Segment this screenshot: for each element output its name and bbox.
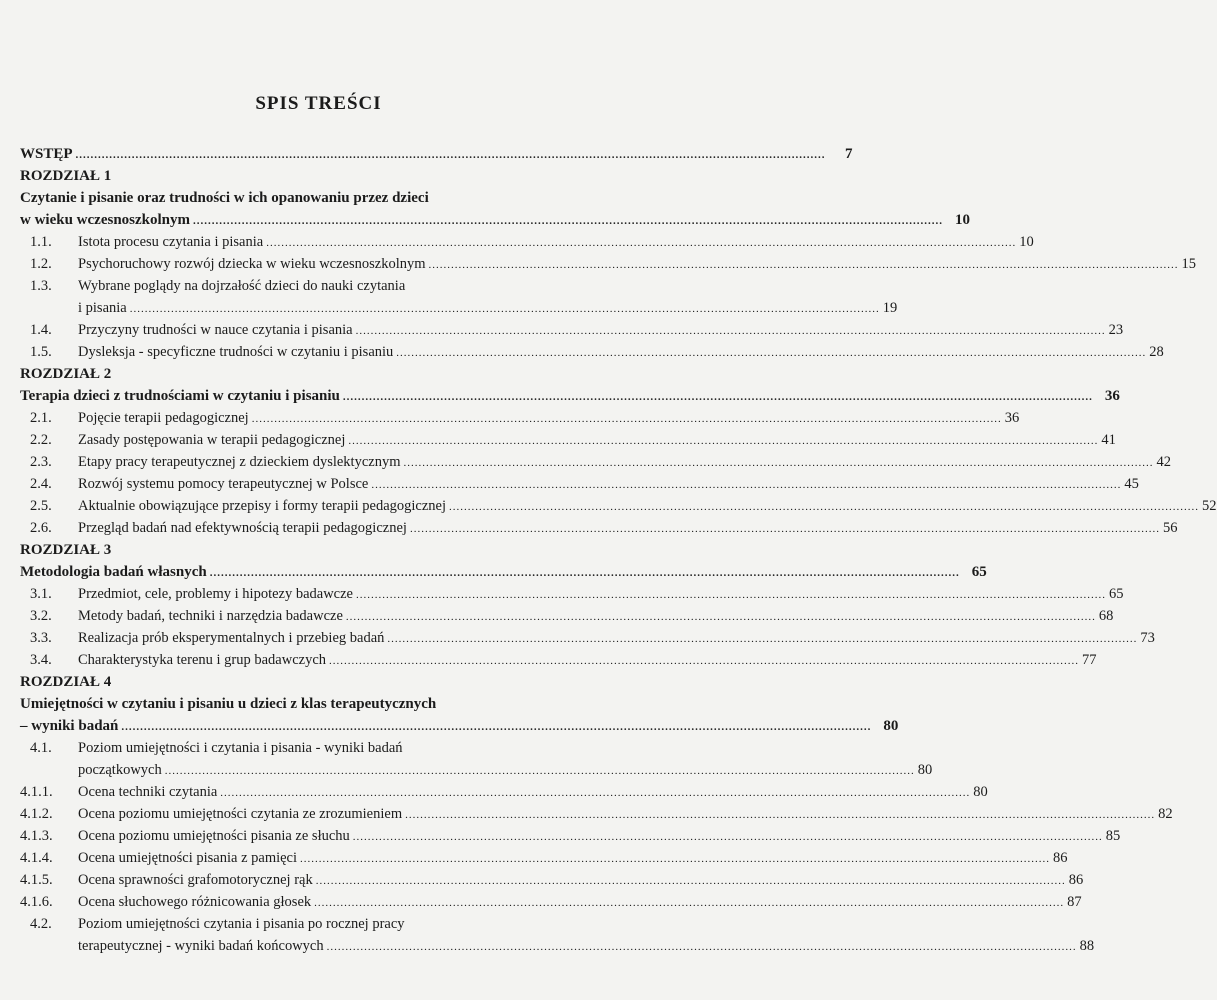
section-title: Ocena sprawności grafomotorycznej rąk [78,872,313,888]
leader-dots [220,782,970,804]
toc-entry [20,825,1121,847]
toc-entry [20,473,1139,495]
section-number: 2.5. [30,498,52,514]
page-number: 86 [1068,872,1084,888]
page-number: 87 [1067,894,1082,910]
leader-dots [252,408,1002,430]
section-title: Ocena poziomu umiejętności czytania ze zrozumieniem [78,806,403,822]
toc-entry [20,297,898,319]
page-number: 56 [1162,520,1178,536]
chapter-title-text: Umiejętności w czytaniu i pisaniu u dzieci z klas terapeutycznych [20,696,437,712]
toc-entry [20,891,1082,913]
chapter-title [20,209,971,231]
toc-entry [20,781,988,803]
section-number: 3.3. [30,630,52,646]
chapter-title-text: Metodologia badań własnych [20,564,207,580]
chapter-heading [20,363,570,385]
leader-dots [343,386,1093,408]
section-number: 1.4. [30,322,52,338]
toc-entry [20,759,933,781]
toc-entry [20,935,1095,957]
section-number: 1.5. [30,344,52,360]
section-title: Ocena słuchowego różnicowania głosek [78,894,312,910]
toc-entry [20,517,1178,539]
leader-dots [327,936,1077,958]
page-number: 7 [845,146,853,162]
section-title: Aktualnie obowiązujące przepisy i formy terapii pedagogicznej [78,498,446,514]
page-number: 65 [971,564,987,580]
page-number: 36 [1104,388,1120,404]
leader-dots [429,254,1179,276]
section-title: Przedmiot, cele, problemy i hipotezy badawcze [78,586,353,602]
toc-entry [20,583,1124,605]
leader-dots [300,848,1050,870]
page-number: 85 [1105,828,1121,844]
leader-dots [387,628,1137,650]
section-number: 4.1.5. [20,872,53,888]
leader-dots [346,606,1096,628]
leader-dots [356,584,1106,606]
page-number: 23 [1108,322,1124,338]
page-number: 41 [1101,432,1116,448]
toc-entry [20,913,570,935]
page-number: 28 [1149,344,1164,360]
toc-entry [20,231,1034,253]
section-number: 3.4. [30,652,52,668]
section-number: 2.6. [30,520,52,536]
page-number: 80 [883,718,899,734]
section-title: Wybrane poglądy na dojrzałość dzieci do nauki czytania [78,278,406,294]
section-title: Rozwój systemu pomocy terapeutycznej w Polsce [78,476,369,492]
leader-dots [449,496,1199,518]
leader-dots [314,892,1064,914]
chapter-title [20,385,1120,407]
chapter-title [20,693,570,715]
toc-entry [20,407,1020,429]
chapter-title [20,187,570,209]
leader-dots [76,144,826,166]
section-title: i pisania [78,300,127,316]
leader-dots [165,760,915,782]
chapter-title-text: w wieku wczesnoszkolnym [20,212,191,228]
leader-dots [316,870,1066,892]
section-title: początkowych [78,762,162,778]
leader-dots [410,518,1160,540]
section-title: Dysleksja - specyficzne trudności w czytaniu i pisaniu [78,344,394,360]
section-title: Pojęcie terapii pedagogicznej [78,410,249,426]
toc-entry [20,319,1124,341]
page-number: 80 [973,784,988,800]
section-title: Ocena techniki czytania [78,784,218,800]
page-number: 77 [1082,652,1097,668]
page-number: 15 [1181,256,1197,272]
section-number: 4.1.3. [20,828,53,844]
page-number: 36 [1004,410,1020,426]
chapter-label: ROZDZIAŁ 1 [20,168,112,184]
page-number: 73 [1140,630,1155,646]
section-title: Przyczyny trudności w nauce czytania i pisania [78,322,353,338]
page-number: 42 [1156,454,1171,470]
page-number: 80 [917,762,933,778]
section-number: 4.1.4. [20,850,53,866]
leader-dots [396,342,1146,364]
leader-dots [130,298,880,320]
section-title: Realizacja prób eksperymentalnych i przebieg badań [78,630,385,646]
toc-entry [20,605,1114,627]
section-number: 2.1. [30,410,52,426]
section-title: Psychoruchowy rozwój dziecka w wieku wczesnoszkolnym [78,256,426,272]
section-number: 2.3. [30,454,52,470]
section-title: Istota procesu czytania i pisania [78,234,264,250]
leader-dots [348,430,1098,452]
section-title: Poziom umiejętności i czytania i pisania - wyniki badań [78,740,403,756]
section-title: Poziom umiejętności czytania i pisania po rocznej pracy [78,916,405,932]
section-number: 1.1. [30,234,52,250]
page-number: 65 [1109,586,1124,602]
chapter-label: ROZDZIAŁ 3 [20,542,112,558]
section-number: 3.2. [30,608,52,624]
section-number: 4.2. [30,916,52,932]
chapter-title [20,561,987,583]
section-number: 4.1.6. [20,894,53,910]
section-title: Ocena poziomu umiejętności pisania ze słuchu [78,828,350,844]
leader-dots [210,562,960,584]
toc-entry [20,803,1173,825]
page-number: 82 [1158,806,1173,822]
intro-entry [20,143,853,165]
section-number: 4.1.2. [20,806,53,822]
section-number: 3.1. [30,586,52,602]
chapter-title [20,715,899,737]
section-title: terapeutycznej - wyniki badań końcowych [78,938,324,954]
section-title: Charakterystyka terenu i grup badawczych [78,652,327,668]
leader-dots [356,320,1106,342]
toc-entry [20,275,570,297]
chapter-label: ROZDZIAŁ 2 [20,366,112,382]
toc-entry [20,627,1155,649]
chapter-heading [20,539,570,561]
section-title: Metody badań, techniki i narzędzia badawcze [78,608,343,624]
page-number: 68 [1098,608,1114,624]
page-number: 10 [955,212,971,228]
toc-entry [20,869,1084,891]
chapter-heading [20,671,570,693]
chapter-label: ROZDZIAŁ 4 [20,674,112,690]
section-title: Ocena umiejętności pisania z pamięci [78,850,298,866]
leader-dots [329,650,1079,672]
chapter-title-text: Terapia dzieci z trudnościami w czytaniu i pisaniu [20,388,340,404]
section-number: 2.4. [30,476,52,492]
toc-entry [20,341,1164,363]
section-number: 4.1. [30,740,52,756]
toc-entry [20,737,570,759]
section-number: 2.2. [30,432,52,448]
section-number: 4.1.1. [20,784,53,800]
page-number: 52 [1202,498,1217,514]
toc-entry [20,847,1068,869]
leader-dots [193,210,943,232]
page-number: 86 [1053,850,1068,866]
toc-entry [20,253,1197,275]
chapter-title-text: Czytanie i pisanie oraz trudności w ich opanowaniu przez dzieci [20,190,429,206]
section-title: Zasady postępowania w terapii pedagogicznej [78,432,346,448]
leader-dots [371,474,1121,496]
leader-dots [353,826,1103,848]
toc-entry [20,649,1097,671]
toc-entry [20,451,1171,473]
toc-entry [20,429,1116,451]
section-title: Etapy pracy terapeutycznej z dzieckiem dyslektycznym [78,454,401,470]
table-of-contents [20,143,1217,957]
page-title: SPIS TREŚCI [255,93,382,114]
toc-entry [20,495,1217,517]
page-number: 88 [1079,938,1095,954]
leader-dots [403,452,1153,474]
chapter-title-text: – wyniki badań [20,718,119,734]
page-number: 10 [1019,234,1034,250]
leader-dots [405,804,1155,826]
chapter-heading [20,165,570,187]
section-title: Przegląd badań nad efektywnością terapii pedagogicznej [78,520,407,536]
leader-dots [121,716,871,738]
entry-title: WSTĘP [20,146,73,162]
section-number: 1.3. [30,278,52,294]
page-number: 19 [882,300,898,316]
leader-dots [266,232,1016,254]
section-number: 1.2. [30,256,52,272]
page-number: 45 [1124,476,1139,492]
